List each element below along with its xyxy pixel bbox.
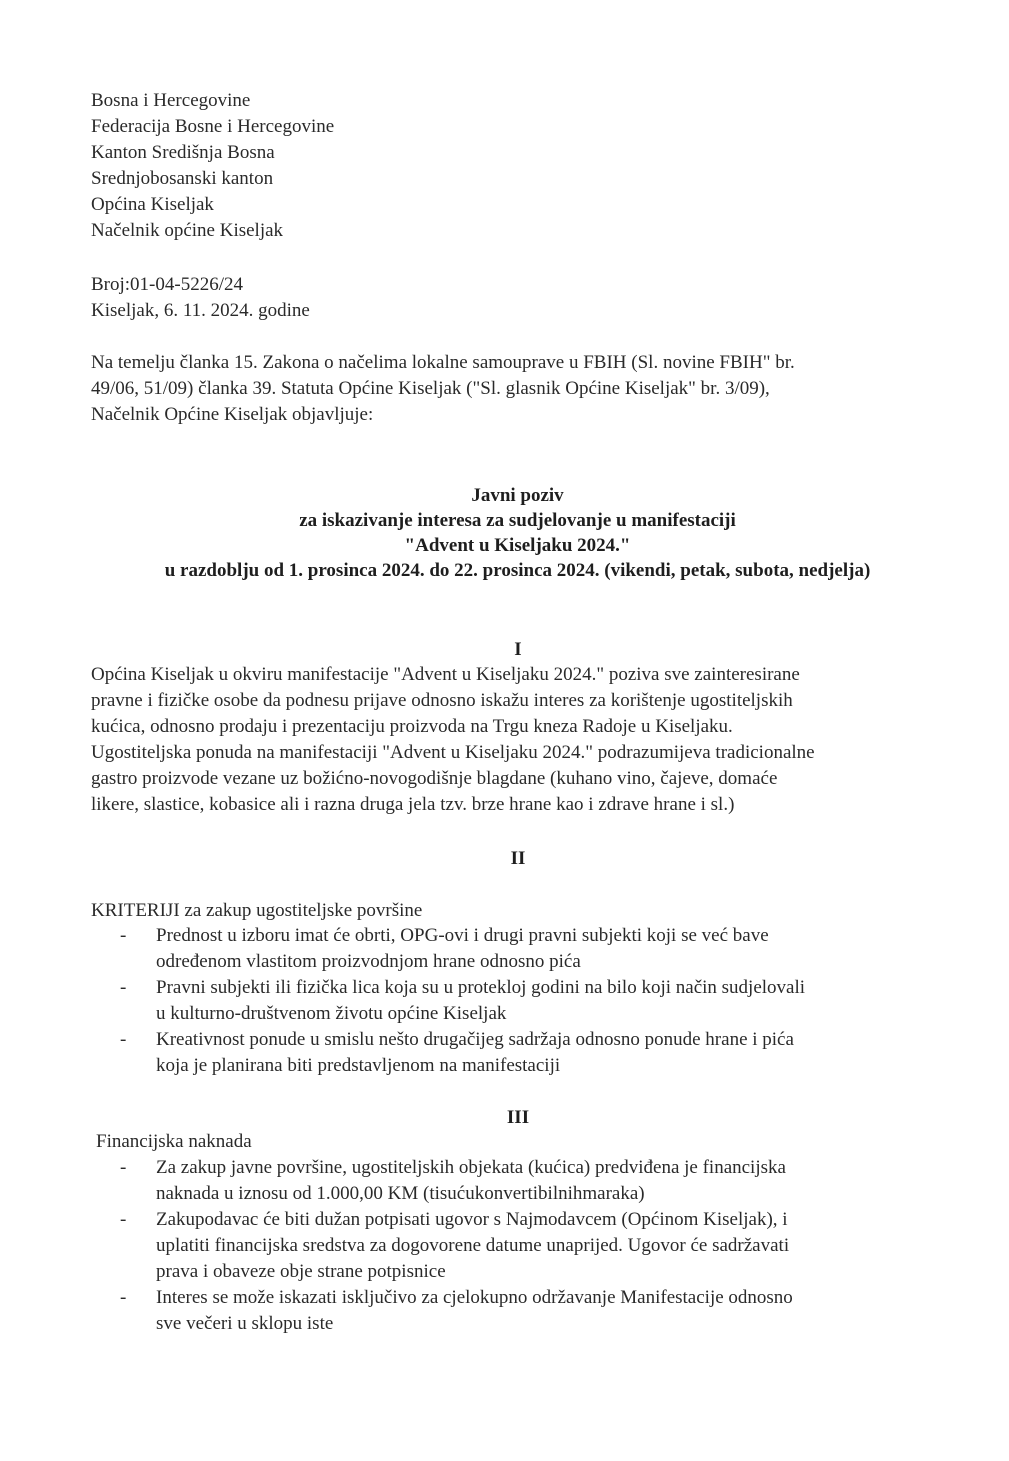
section1-paragraph-1 <box>91 662 943 740</box>
intro-line: 49/06, 51/09) članka 39. Statuta Općine Kiseljak ("Sl. glasnik Općine Kiseljak" br. 3/09), <box>91 378 770 399</box>
paragraph-line: Ugostiteljska ponuda na manifestaciji "Advent u Kiseljaku 2024." podrazumijeva tradicionalne <box>91 742 815 763</box>
paragraph-line: likere, slastice, kobasice ali i razna druga jela tzv. brze hrane kao i zdrave hrane i sl.) <box>91 794 735 815</box>
intro-line: Na temelju članka 15. Zakona o načelima lokalne samouprave u FBIH (Sl. novine FBIH" br. <box>91 352 795 373</box>
list-item <box>120 1155 940 1207</box>
list-item <box>120 1285 940 1337</box>
list-item-line: Za zakup javne površine, ugostiteljskih objekata (kućica) predviđena je financijska <box>156 1157 786 1178</box>
reference-block <box>91 272 591 324</box>
financial-heading: Financijska naknada <box>96 1131 252 1152</box>
title-line: Javni poziv <box>471 485 564 506</box>
criteria-heading: KRITERIJI za zakup ugostiteljske površine <box>91 900 423 921</box>
list-item <box>120 1207 940 1285</box>
list-item <box>120 975 940 1027</box>
paragraph-line: pravne i fizičke osobe da podnesu prijave odnosno iskažu interes za korištenje ugostiteljskih <box>91 690 793 711</box>
section-number-2: II <box>510 848 526 869</box>
paragraph-line: kućica, odnosno prodaju i prezentaciju proizvoda na Trgu kneza Radoje u Kiseljaku. <box>91 716 733 737</box>
dash-bullet: - <box>120 1029 127 1050</box>
paragraph-line: Općina Kiseljak u okviru manifestacije "Advent u Kiseljaku 2024." poziva sve zainteresirane <box>91 664 800 685</box>
intro-paragraph <box>91 350 936 428</box>
reference-number: Broj:01-04-5226/24 <box>91 274 243 295</box>
financial-list <box>120 1155 940 1337</box>
list-item-line: Prednost u izboru imat će obrti, OPG-ovi i drugi pravni subjekti koji se već bave <box>156 925 769 946</box>
list-item <box>120 923 940 975</box>
list-item-line: određenom vlastitom proizvodnjom hrane odnosno pića <box>156 951 581 972</box>
document-title <box>60 483 975 583</box>
dash-bullet: - <box>120 1209 127 1230</box>
paragraph-line: gastro proizvode vezane uz božićno-novogodišnje blagdane (kuhano vino, čajeve, domaće <box>91 768 778 789</box>
list-item-line: naknada u iznosu od 1.000,00 KM (tisućukonvertibilnihmaraka) <box>156 1183 645 1204</box>
intro-line: Načelnik Općine Kiseljak objavljuje: <box>91 404 374 425</box>
place-date: Kiseljak, 6. 11. 2024. godine <box>91 300 310 321</box>
list-item-line: prava i obaveze obje strane potpisnice <box>156 1261 446 1282</box>
criteria-list <box>120 923 940 1079</box>
list-item-line: Zakupodavac će biti dužan potpisati ugovor s Najmodavcem (Općinom Kiseljak), i <box>156 1209 788 1230</box>
list-item-line: Interes se može iskazati isključivo za cjelokupno održavanje Manifestacije odnosno <box>156 1287 793 1308</box>
section-number-3: III <box>506 1107 530 1128</box>
list-item-line: u kulturno-društvenom životu općine Kiseljak <box>156 1003 507 1024</box>
title-line: "Advent u Kiseljaku 2024." <box>404 535 631 556</box>
list-item-line: koja je planirana biti predstavljenom na manifestaciji <box>156 1055 561 1076</box>
header-line: Federacija Bosne i Hercegovine <box>91 116 335 137</box>
list-item-line: Pravni subjekti ili fizička lica koja su u protekloj godini na bilo koji način sudjelovali <box>156 977 806 998</box>
header-line: Općina Kiseljak <box>91 194 214 215</box>
list-item-line: sve večeri u sklopu iste <box>156 1313 334 1334</box>
list-item-line: uplatiti financijska sredstva za dogovorene datume unaprijed. Ugovor će sadržavati <box>156 1235 790 1256</box>
title-line: za iskazivanje interesa za sudjelovanje u manifestaciji <box>299 510 736 531</box>
header-line: Srednjobosanski kanton <box>91 168 274 189</box>
header-line: Načelnik općine Kiseljak <box>91 220 284 241</box>
dash-bullet: - <box>120 925 127 946</box>
section-number-1: I <box>514 639 522 660</box>
title-line: u razdoblju od 1. prosinca 2024. do 22. prosinca 2024. (vikendi, petak, subota, nedjelja) <box>164 560 871 581</box>
dash-bullet: - <box>120 1157 127 1178</box>
issuer-header <box>91 88 591 244</box>
dash-bullet: - <box>120 1287 127 1308</box>
list-item <box>120 1027 940 1079</box>
dash-bullet: - <box>120 977 127 998</box>
section1-paragraph-2 <box>91 740 943 818</box>
header-line: Kanton Središnja Bosna <box>91 142 275 163</box>
header-line: Bosna i Hercegovine <box>91 90 251 111</box>
list-item-line: Kreativnost ponude u smislu nešto drugačijeg sadržaja odnosno ponude hrane i pića <box>156 1029 794 1050</box>
